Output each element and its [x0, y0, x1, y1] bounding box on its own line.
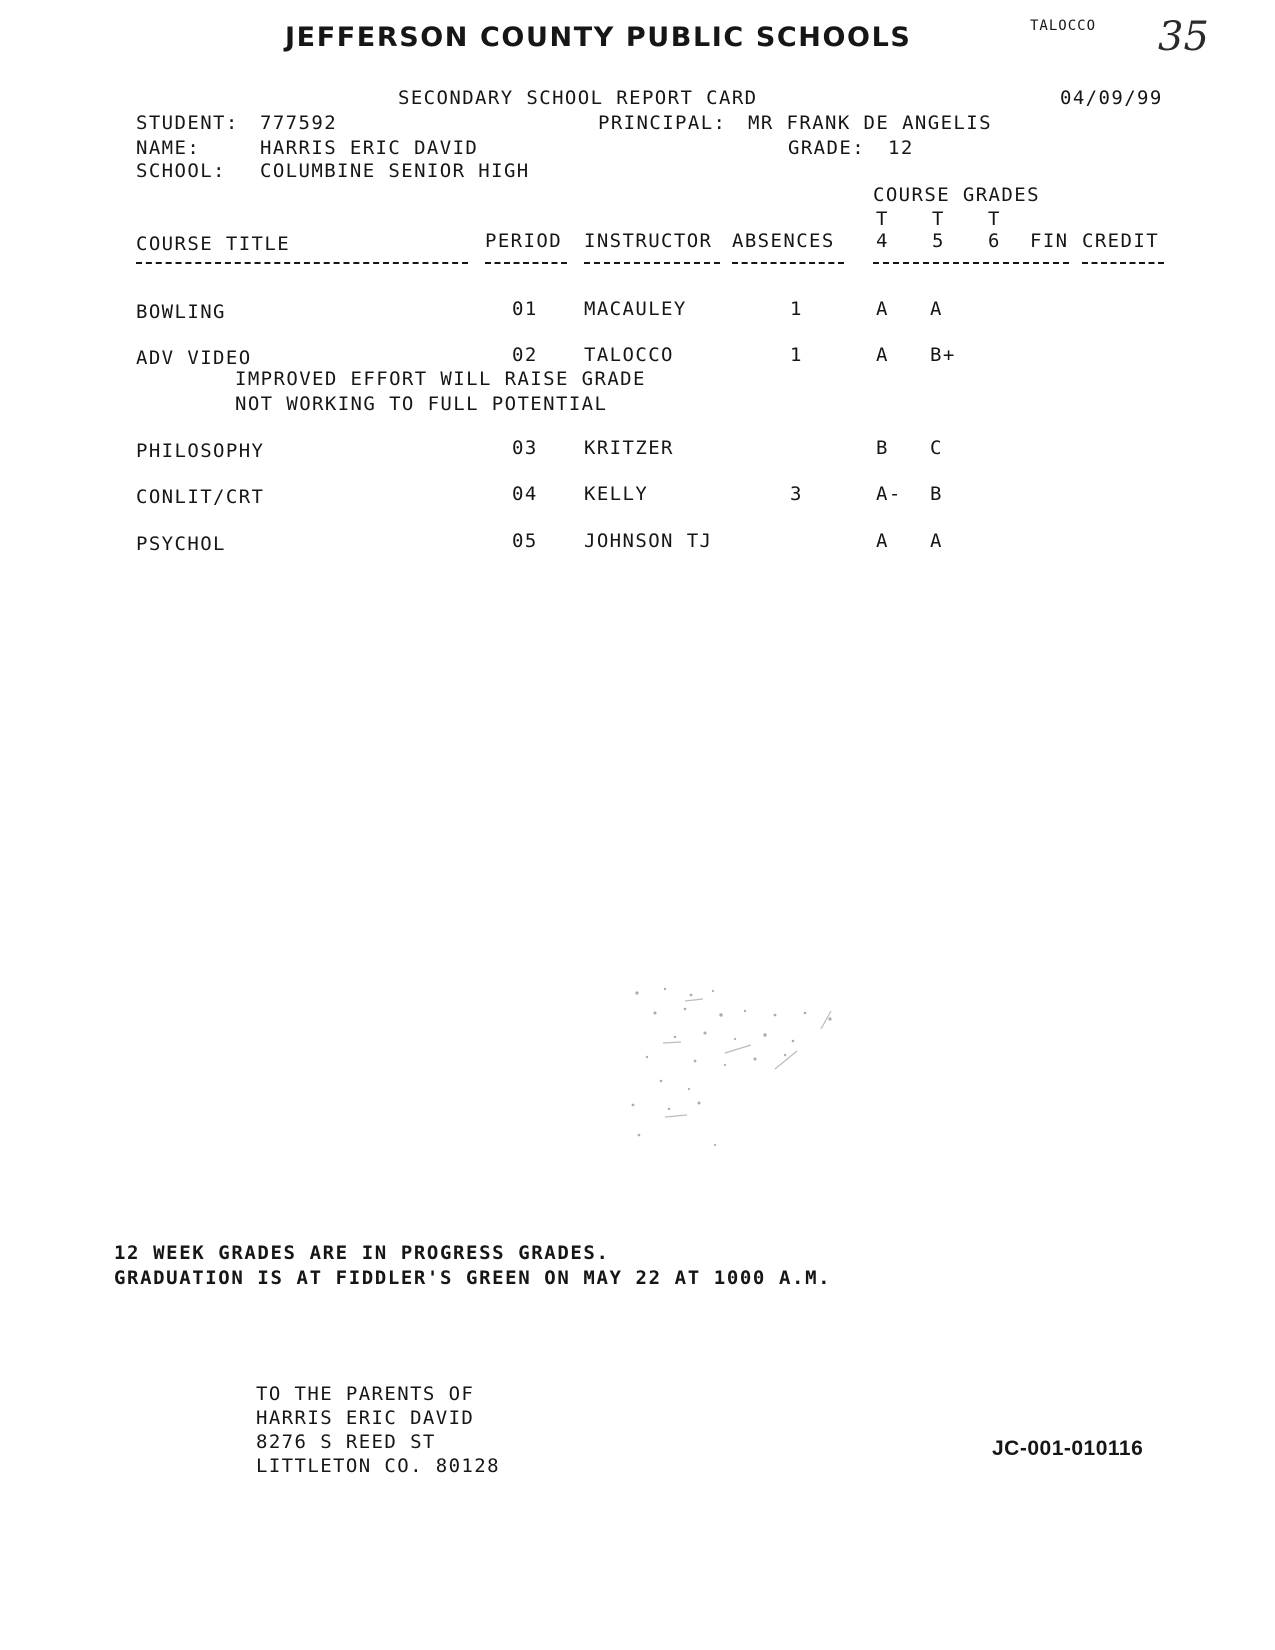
col-t5: 5 [932, 230, 945, 252]
course-period: 01 [512, 298, 538, 320]
faded-stamp-mark [625, 985, 885, 1155]
course-title: ADV VIDEO [136, 347, 252, 369]
grade-t4: A [876, 298, 889, 320]
course-title: PSYCHOL [136, 533, 226, 555]
col-t4-top: T [876, 208, 889, 230]
col-t5-top: T [932, 208, 945, 230]
rule-course-title [136, 262, 468, 264]
course-title: PHILOSOPHY [136, 440, 265, 462]
course-instructor: KRITZER [584, 437, 674, 459]
district-banner: JEFFERSON COUNTY PUBLIC SCHOOLS [285, 22, 912, 53]
course-period: 02 [512, 344, 538, 366]
course-absences: 1 [790, 298, 803, 320]
grade-t4: A [876, 344, 889, 366]
school-label: SCHOOL: [136, 160, 226, 182]
teacher-comment: IMPROVED EFFORT WILL RAISE GRADE [235, 368, 646, 390]
course-title: CONLIT/CRT [136, 486, 265, 508]
grade-t4: A- [876, 483, 902, 505]
col-t4: 4 [876, 230, 889, 252]
rule-absences [732, 262, 844, 264]
grade-t4: B [876, 437, 889, 459]
col-fin: FIN [1030, 230, 1069, 252]
col-credit: CREDIT [1082, 230, 1160, 252]
course-title: BOWLING [136, 301, 226, 323]
course-absences: 1 [790, 344, 803, 366]
student-id: 777592 [260, 112, 338, 134]
course-period: 05 [512, 530, 538, 552]
course-instructor: TALOCCO [584, 344, 674, 366]
school-name: COLUMBINE SENIOR HIGH [260, 160, 530, 182]
student-label: STUDENT: [136, 112, 239, 134]
handwritten-page-number: 35 [1158, 14, 1209, 60]
course-instructor: KELLY [584, 483, 649, 505]
col-t6: 6 [988, 230, 1001, 252]
teacher-comment: NOT WORKING TO FULL POTENTIAL [235, 393, 608, 415]
grade-value: 12 [888, 137, 914, 159]
grade-t5: C [930, 437, 943, 459]
report-date: 04/09/99 [1060, 87, 1163, 109]
course-period: 03 [512, 437, 538, 459]
document-id: JC-001-010116 [992, 1437, 1144, 1460]
rule-period [485, 262, 567, 264]
rule-grades [873, 262, 1069, 264]
address-line-1: TO THE PARENTS OF [256, 1383, 475, 1405]
course-period: 04 [512, 483, 538, 505]
principal-label: PRINCIPAL: [598, 112, 727, 134]
rule-credit [1082, 262, 1164, 264]
col-t6-top: T [988, 208, 1001, 230]
address-line-4: LITTLETON CO. 80128 [256, 1455, 500, 1477]
graduation-note: GRADUATION IS AT FIDDLER'S GREEN ON MAY 22 AT 1000 A.M. [114, 1267, 832, 1289]
grade-t5: B [930, 483, 943, 505]
col-instructor: INSTRUCTOR [584, 230, 713, 252]
student-name: HARRIS ERIC DAVID [260, 137, 479, 159]
col-absences: ABSENCES [732, 230, 835, 252]
course-absences: 3 [790, 483, 803, 505]
grade-label: GRADE: [788, 137, 866, 159]
grades-note: 12 WEEK GRADES ARE IN PROGRESS GRADES. [114, 1242, 610, 1264]
col-course-title: COURSE TITLE [136, 233, 291, 255]
rule-instructor [584, 262, 720, 264]
col-period: PERIOD [485, 230, 563, 252]
course-grades-header: COURSE GRADES [873, 184, 1040, 206]
grade-t5: A [930, 530, 943, 552]
grade-t4: A [876, 530, 889, 552]
principal-name: MR FRANK DE ANGELIS [748, 112, 992, 134]
course-instructor: MACAULEY [584, 298, 687, 320]
report-title: SECONDARY SCHOOL REPORT CARD [398, 87, 758, 109]
address-line-2: HARRIS ERIC DAVID [256, 1407, 475, 1429]
grade-t5: B+ [930, 344, 956, 366]
name-label: NAME: [136, 137, 201, 159]
grade-t5: A [930, 298, 943, 320]
course-instructor: JOHNSON TJ [584, 530, 713, 552]
handwritten-instructor-note: TALOCCO [1030, 18, 1097, 34]
address-line-3: 8276 S REED ST [256, 1431, 436, 1453]
